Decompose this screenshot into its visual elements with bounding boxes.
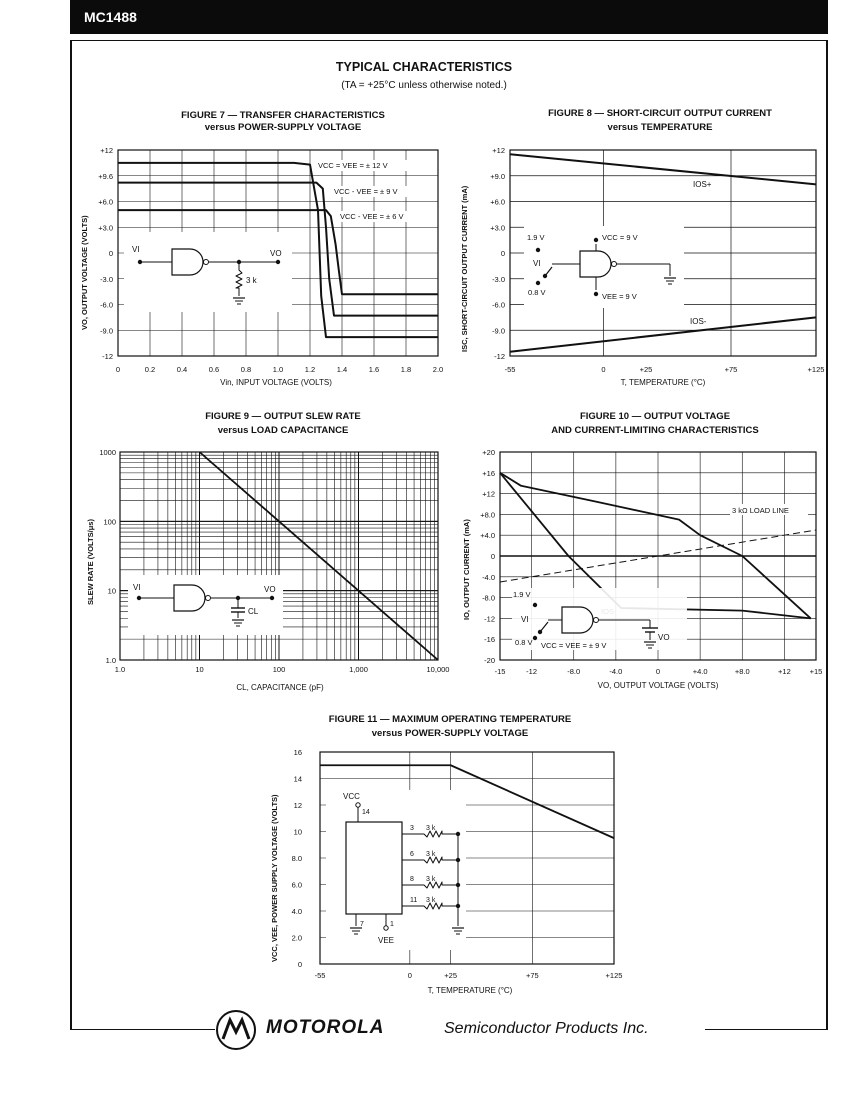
fig9-vo-label: VO xyxy=(264,585,276,594)
fig10-ylabel: IO, OUTPUT CURRENT (mA) xyxy=(462,519,471,620)
fig8-ytick-label: -9.0 xyxy=(492,326,505,336)
fig10-v1-label: 1.9 V xyxy=(513,590,531,599)
fig8-vee-label: VEE = 9 V xyxy=(602,292,637,301)
fig10-xlabel: VO, OUTPUT VOLTAGE (VOLTS) xyxy=(597,681,719,690)
part-number: MC1488 xyxy=(84,9,137,25)
fig11-xtick-label: 0 xyxy=(407,971,412,980)
fig11-pin-label: 8 xyxy=(410,876,414,883)
fig7-xtick-label: 1.6 xyxy=(368,365,380,374)
fig8-ytick-label: -3.0 xyxy=(492,274,505,284)
fig10-vo-label: VO xyxy=(658,633,670,642)
fig7-xtick-label: 1.2 xyxy=(304,365,316,374)
fig11-ytick-label: 2.0 xyxy=(291,933,302,943)
fig11-title: FIGURE 11 — MAXIMUM OPERATING TEMPERATURE xyxy=(328,714,572,725)
fig8-xtick-label: +75 xyxy=(724,365,738,374)
fig9-xtick-label: 10 xyxy=(195,665,204,674)
fig9-subtitle: versus LOAD CAPACITANCE xyxy=(217,425,349,436)
fig11-pin-label: 3 xyxy=(410,825,414,832)
fig8-ytick-label: +6.0 xyxy=(490,197,505,207)
fig11-r-label: 3 k xyxy=(426,825,436,832)
fig11-ytick-label: 14 xyxy=(293,774,302,784)
fig7-xtick-label: 0.2 xyxy=(144,365,156,374)
fig11-vcc-node xyxy=(356,803,360,807)
fig7-xtick-label: 0.4 xyxy=(176,365,188,374)
fig10-xtick-label: +15 xyxy=(809,667,823,676)
fig11-pin-label: 11 xyxy=(410,897,418,904)
fig10-xtick-label: +12 xyxy=(778,667,791,676)
fig7-ytick-label: -3.0 xyxy=(100,274,113,284)
fig7-xtick-label: 1.4 xyxy=(336,365,348,374)
motorola-logo-icon xyxy=(214,1008,258,1052)
fig10-ytick-label: -20 xyxy=(484,656,495,665)
fig9-ytick-label: 10 xyxy=(107,586,116,596)
fig10-xtick-label: +4.0 xyxy=(692,667,708,676)
fig11-xtick-label: +25 xyxy=(444,971,458,980)
fig11-pin14-label: 14 xyxy=(362,809,370,816)
fig8-vcc-label: VCC = 9 V xyxy=(602,233,638,242)
fig11-pin-label: 6 xyxy=(410,851,414,858)
fig10-ytick-label: -12 xyxy=(484,614,495,624)
fig7-subtitle: versus POWER-SUPPLY VOLTAGE xyxy=(204,122,362,133)
fig7-ytick-label: +3.0 xyxy=(98,223,113,233)
fig10-load-line-label: 3 kΩ LOAD LINE xyxy=(732,506,789,515)
fig11-ic-body xyxy=(346,822,402,914)
fig9-ytick-label: 100 xyxy=(103,517,116,527)
fig7-series-label: VCC - VEE = ± 9 V xyxy=(334,187,398,196)
fig10-ytick-label: +4.0 xyxy=(480,531,495,541)
fig10-ytick-label: -4.0 xyxy=(482,572,495,582)
fig9-xtick-label: 1,000 xyxy=(349,665,368,674)
fig11-vee-node xyxy=(384,926,388,930)
fig8-ytick-label: -6.0 xyxy=(492,300,505,310)
fig10-xtick-label: -8.0 xyxy=(567,667,581,676)
fig10-ytick-label: +12 xyxy=(482,489,495,499)
fig8-xtick-label: +125 xyxy=(807,365,825,374)
fig10-v2-label: 0.8 V xyxy=(515,638,533,647)
fig7-ylabel: VO, OUTPUT VOLTAGE (VOLTS) xyxy=(80,215,89,330)
fig10-xtick-label: 0 xyxy=(655,667,661,676)
footer-brand: MOTOROLA xyxy=(266,1017,385,1038)
fig7-vi-label: VI xyxy=(132,245,140,254)
fig11-ytick-label: 4.0 xyxy=(291,907,302,916)
fig8-ytick-label: 0 xyxy=(500,249,505,258)
fig7-series-label: VCC = VEE = ± 12 V xyxy=(318,161,388,170)
fig9-xtick-label: 100 xyxy=(272,665,286,674)
fig9-xlabel: CL, CAPACITANCE (pF) xyxy=(236,683,324,692)
fig7-ytick-label: +6.0 xyxy=(98,197,113,207)
fig11-xtick-label: -55 xyxy=(314,971,326,980)
fig10-ytick-label: +16 xyxy=(482,468,495,478)
fig8-ytick-label: -12 xyxy=(494,352,505,361)
fig7-title: FIGURE 7 — TRANSFER CHARACTERISTICS xyxy=(181,110,385,121)
fig10-subtitle: AND CURRENT-LIMITING CHARACTERISTICS xyxy=(551,425,759,436)
fig10-xtick-label: -15 xyxy=(494,667,506,676)
fig10-ytick-label: 0 xyxy=(490,552,495,561)
fig10-ytick-label: -8.0 xyxy=(482,593,495,603)
fig10-xtick-label: +8.0 xyxy=(734,667,750,676)
fig7-xlabel: Vin, INPUT VOLTAGE (VOLTS) xyxy=(220,378,332,387)
fig7-xtick-label: 1.0 xyxy=(272,365,284,374)
fig11-xtick-label: +75 xyxy=(525,971,539,980)
fig11-xlabel: T, TEMPERATURE (°C) xyxy=(427,986,513,995)
fig7-xtick-label: 2.0 xyxy=(432,365,444,374)
fig9-ytick-label: 1000 xyxy=(99,448,116,457)
fig11-r-label: 3 k xyxy=(426,851,436,858)
fig7-ytick-label: -9.0 xyxy=(100,326,113,336)
fig7-series-label: VCC - VEE = ± 6 V xyxy=(340,212,404,221)
fig8-vi-label: VI xyxy=(533,259,541,268)
fig11-ytick-label: 0 xyxy=(297,960,302,969)
fig10-title: FIGURE 10 — OUTPUT VOLTAGE xyxy=(579,411,731,422)
fig8-title: FIGURE 8 — SHORT-CIRCUIT OUTPUT CURRENT xyxy=(548,108,772,119)
fig11-ytick-label: 16 xyxy=(293,748,302,757)
fig10-vcc-label: VCC = VEE = ± 9 V xyxy=(541,641,607,650)
fig8-subtitle: versus TEMPERATURE xyxy=(607,122,713,133)
fig11-pin1-label: 1 xyxy=(390,921,394,928)
fig8-ios-plus-label: IOS+ xyxy=(693,180,712,189)
fig8-xtick-label: +25 xyxy=(639,365,653,374)
fig11-r-label: 3 k xyxy=(426,897,436,904)
fig8-ytick-label: +9.0 xyxy=(490,171,505,181)
fig11-ytick-label: 12 xyxy=(293,801,302,810)
fig11-ytick-label: 6.0 xyxy=(291,880,302,890)
fig11-vcc-label: VCC xyxy=(343,792,360,801)
fig11-pin7-label: 7 xyxy=(360,921,364,928)
fig8-ytick-label: +12 xyxy=(492,146,505,155)
fig7-ytick-label: +12 xyxy=(100,146,113,155)
fig10-ytick-label: +20 xyxy=(482,448,495,457)
fig11-vee-label: VEE xyxy=(378,936,395,945)
fig8-xtick-label: -55 xyxy=(504,365,516,374)
fig11-ytick-label: 10 xyxy=(293,827,302,837)
fig10-xtick-label: -12 xyxy=(526,667,538,676)
fig11-ytick-label: 8.0 xyxy=(291,854,302,863)
fig9-ylabel: SLEW RATE (VOLTS/μs) xyxy=(86,519,95,605)
fig7-xtick-label: 1.8 xyxy=(400,365,412,374)
footer-text: Semiconductor Products Inc. xyxy=(444,1020,649,1037)
fig11-subtitle: versus POWER-SUPPLY VOLTAGE xyxy=(371,728,529,739)
fig7-ytick-label: -12 xyxy=(102,352,113,361)
fig7-ytick-label: 0 xyxy=(108,249,113,258)
fig9-ytick-label: 1.0 xyxy=(105,656,116,665)
page-title: TYPICAL CHARACTERISTICS xyxy=(335,60,513,74)
fig11-xtick-label: +125 xyxy=(605,971,623,980)
fig7-r-label: 3 k xyxy=(246,276,257,285)
fig8-xtick-label: 0 xyxy=(601,365,606,374)
page-subtitle: (TA = +25°C unless otherwise noted.) xyxy=(341,80,507,91)
fig10-ytick-label: -16 xyxy=(484,635,495,645)
fig10-xtick-label: -4.0 xyxy=(609,667,623,676)
fig11-ylabel: VCC, VEE, POWER SUPPLY VOLTAGE (VOLTS) xyxy=(270,794,279,962)
fig7-xtick-label: 0.8 xyxy=(240,365,252,374)
fig11-r-label: 3 k xyxy=(426,876,436,883)
fig10-vi-label: VI xyxy=(521,615,529,624)
fig7-xtick-label: 0.6 xyxy=(208,365,220,374)
fig10-ytick-label: +8.0 xyxy=(480,510,495,520)
fig7-xtick-label: 0 xyxy=(115,365,121,374)
footer-rule-right xyxy=(705,1029,828,1030)
fig7-ytick-label: -6.0 xyxy=(100,300,113,310)
fig7-vo-label: VO xyxy=(270,249,282,258)
footer-rule-left xyxy=(70,1029,215,1030)
fig8-ytick-label: +3.0 xyxy=(490,223,505,233)
fig8-ios-minus-label: IOS- xyxy=(690,317,707,326)
fig9-cl-label: CL xyxy=(248,607,259,616)
fig9-xtick-label: 1.0 xyxy=(114,665,126,674)
fig7-ytick-label: +9.6 xyxy=(98,171,113,181)
fig8-v2-label: 0.8 V xyxy=(528,288,546,297)
fig8-v1-label: 1.9 V xyxy=(527,233,545,242)
fig9-xtick-label: 10,000 xyxy=(426,665,450,674)
fig9-vi-label: VI xyxy=(133,583,141,592)
fig8-xlabel: T, TEMPERATURE (°C) xyxy=(620,378,706,387)
fig9-title: FIGURE 9 — OUTPUT SLEW RATE xyxy=(205,411,361,422)
fig8-ylabel: ISC, SHORT-CIRCUIT OUTPUT CURRENT (mA) xyxy=(460,185,469,352)
